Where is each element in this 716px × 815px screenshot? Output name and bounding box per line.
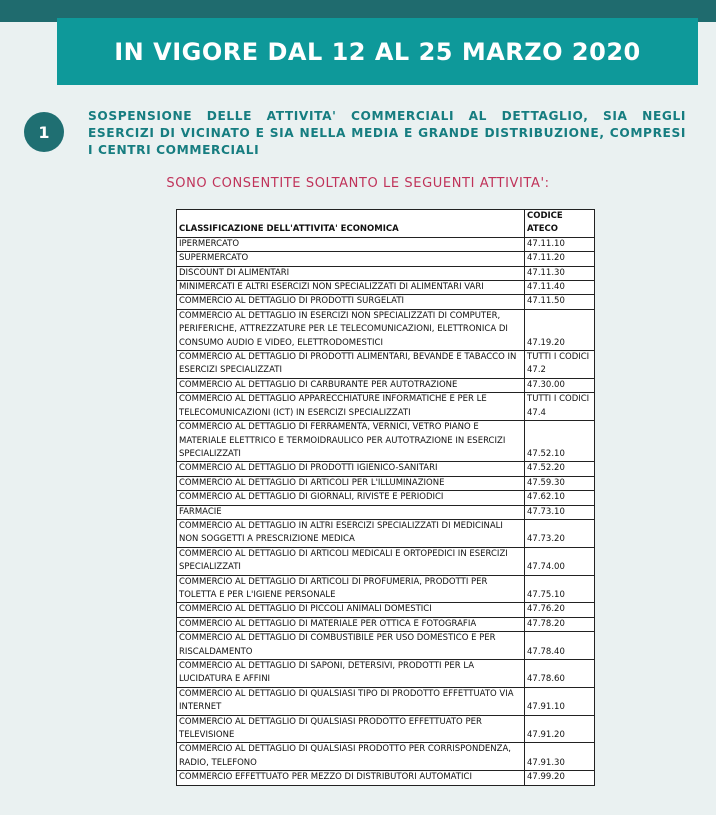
title-banner bbox=[57, 18, 698, 85]
ateco-code: 47.52.20 bbox=[525, 462, 595, 476]
table-row bbox=[177, 547, 595, 575]
table-header-row bbox=[177, 210, 595, 238]
table-row bbox=[177, 687, 595, 715]
ateco-code: 47.91.20 bbox=[525, 715, 595, 743]
ateco-code: 47.78.60 bbox=[525, 660, 595, 688]
table-row bbox=[177, 505, 595, 519]
ateco-code: 47.75.10 bbox=[525, 575, 595, 603]
ateco-code: 47.73.10 bbox=[525, 505, 595, 519]
table-row bbox=[177, 462, 595, 476]
header-classification: CLASSIFICAZIONE DELL'ATTIVITA' ECONOMICA bbox=[177, 210, 525, 238]
activity-description: COMMERCIO AL DETTAGLIO DI PICCOLI ANIMALI DOMESTICI bbox=[177, 603, 525, 617]
table-row bbox=[177, 309, 595, 350]
ateco-code: 47.74.00 bbox=[525, 547, 595, 575]
ateco-code: TUTTI I CODICI 47.4 bbox=[525, 393, 595, 421]
table-row bbox=[177, 771, 595, 785]
table-row bbox=[177, 519, 595, 547]
table-row bbox=[177, 266, 595, 280]
activity-description: COMMERCIO AL DETTAGLIO DI ARTICOLI PER L'ILLUMINAZIONE bbox=[177, 476, 525, 490]
ateco-code: 47.11.20 bbox=[525, 252, 595, 266]
activity-description: COMMERCIO EFFETTUATO PER MEZZO DI DISTRIBUTORI AUTOMATICI bbox=[177, 771, 525, 785]
activity-description: COMMERCIO AL DETTAGLIO DI PRODOTTI IGIENICO-SANITARI bbox=[177, 462, 525, 476]
activity-description: COMMERCIO AL DETTAGLIO DI QUALSIASI TIPO DI PRODOTTO EFFETTUATO VIA INTERNET bbox=[177, 687, 525, 715]
table-row bbox=[177, 617, 595, 631]
table-row bbox=[177, 351, 595, 379]
activity-description: COMMERCIO AL DETTAGLIO DI MATERIALE PER OTTICA E FOTOGRAFIA bbox=[177, 617, 525, 631]
activity-description: COMMERCIO AL DETTAGLIO DI QUALSIASI PRODOTTO EFFETTUATO PER TELEVISIONE bbox=[177, 715, 525, 743]
activities-table-wrapper bbox=[176, 209, 594, 786]
ateco-code: 47.19.20 bbox=[525, 309, 595, 350]
table-body bbox=[177, 237, 595, 785]
activity-description: COMMERCIO AL DETTAGLIO DI QUALSIASI PRODOTTO PER CORRISPONDENZA, RADIO, TELEFONO bbox=[177, 743, 525, 771]
table-row bbox=[177, 295, 595, 309]
ateco-code: 47.11.40 bbox=[525, 281, 595, 295]
ateco-code: 47.30.00 bbox=[525, 378, 595, 392]
ateco-code: 47.99.20 bbox=[525, 771, 595, 785]
ateco-code: 47.59.30 bbox=[525, 476, 595, 490]
ateco-code: 47.78.40 bbox=[525, 632, 595, 660]
table-row bbox=[177, 603, 595, 617]
table-row bbox=[177, 491, 595, 505]
ateco-code: 47.11.30 bbox=[525, 266, 595, 280]
table-row bbox=[177, 237, 595, 251]
activity-description: COMMERCIO AL DETTAGLIO DI FERRAMENTA, VERNICI, VETRO PIANO E MATERIALE ELETTRICO E TERMOIDRAULICO PER AUTOTRAZIONE IN ESERCIZI SPECIALIZZATI bbox=[177, 421, 525, 462]
activity-description: DISCOUNT DI ALIMENTARI bbox=[177, 266, 525, 280]
table-row bbox=[177, 743, 595, 771]
activity-description: COMMERCIO AL DETTAGLIO IN ALTRI ESERCIZI SPECIALIZZATI DI MEDICINALI NON SOGGETTI A PRESCRIZIONE MEDICA bbox=[177, 519, 525, 547]
activity-description: MINIMERCATI E ALTRI ESERCIZI NON SPECIALIZZATI DI ALIMENTARI VARI bbox=[177, 281, 525, 295]
table-row bbox=[177, 421, 595, 462]
activity-description: IPERMERCATO bbox=[177, 237, 525, 251]
activity-description: COMMERCIO AL DETTAGLIO APPARECCHIATURE INFORMATICHE E PER LE TELECOMUNICAZIONI (ICT) IN ESERCIZI SPECIALIZZATI bbox=[177, 393, 525, 421]
ateco-code: 47.76.20 bbox=[525, 603, 595, 617]
table-row bbox=[177, 378, 595, 392]
activity-description: COMMERCIO AL DETTAGLIO IN ESERCIZI NON SPECIALIZZATI DI COMPUTER, PERIFERICHE, ATTREZZATURE PER LE TELECOMUNICAZIONI, ELETTRONICA DI CONSUMO AUDIO E VIDEO, ELETTRODOMESTICI bbox=[177, 309, 525, 350]
activity-description: COMMERCIO AL DETTAGLIO DI PRODOTTI ALIMENTARI, BEVANDE E TABACCO IN ESERCIZI SPECIALIZZATI bbox=[177, 351, 525, 379]
ateco-code: 47.91.30 bbox=[525, 743, 595, 771]
table-row bbox=[177, 660, 595, 688]
table-row bbox=[177, 575, 595, 603]
ateco-code: 47.62.10 bbox=[525, 491, 595, 505]
activity-description: COMMERCIO AL DETTAGLIO DI GIORNALI, RIVISTE E PERIODICI bbox=[177, 491, 525, 505]
table-row bbox=[177, 632, 595, 660]
section-subtitle: SONO CONSENTITE SOLTANTO LE SEGUENTI ATTIVITA': bbox=[166, 176, 550, 191]
section-number: 1 bbox=[38, 122, 50, 142]
section-number-badge bbox=[24, 112, 64, 152]
ateco-code: 47.73.20 bbox=[525, 519, 595, 547]
ateco-code: 47.78.20 bbox=[525, 617, 595, 631]
table-row bbox=[177, 715, 595, 743]
table-row bbox=[177, 252, 595, 266]
ateco-code: 47.11.10 bbox=[525, 237, 595, 251]
ateco-code: 47.52.10 bbox=[525, 421, 595, 462]
activity-description: SUPERMERCATO bbox=[177, 252, 525, 266]
header-ateco-code: CODICE ATECO bbox=[525, 210, 595, 238]
table-row bbox=[177, 281, 595, 295]
table-row bbox=[177, 393, 595, 421]
activity-description: COMMERCIO AL DETTAGLIO DI ARTICOLI MEDICALI E ORTOPEDICI IN ESERCIZI SPECIALIZZATI bbox=[177, 547, 525, 575]
activity-description: FARMACIE bbox=[177, 505, 525, 519]
ateco-code: 47.11.50 bbox=[525, 295, 595, 309]
activity-description: COMMERCIO AL DETTAGLIO DI PRODOTTI SURGELATI bbox=[177, 295, 525, 309]
activity-description: COMMERCIO AL DETTAGLIO DI CARBURANTE PER AUTOTRAZIONE bbox=[177, 378, 525, 392]
table-row bbox=[177, 476, 595, 490]
activity-description: COMMERCIO AL DETTAGLIO DI ARTICOLI DI PROFUMERIA, PRODOTTI PER TOLETTA E PER L'IGIENE PERSONALE bbox=[177, 575, 525, 603]
activities-table bbox=[176, 209, 595, 786]
section-intro: SOSPENSIONE DELLE ATTIVITA' COMMERCIALI AL DETTAGLIO, SIA NEGLI ESERCIZI DI VICINATO E SIA NELLA MEDIA E GRANDE DISTRIBUZIONE, COMPRESI I CENTRI COMMERCIALI bbox=[88, 109, 686, 157]
activity-description: COMMERCIO AL DETTAGLIO DI COMBUSTIBILE PER USO DOMESTICO E PER RISCALDAMENTO bbox=[177, 632, 525, 660]
activity-description: COMMERCIO AL DETTAGLIO DI SAPONI, DETERSIVI, PRODOTTI PER LA LUCIDATURA E AFFINI bbox=[177, 660, 525, 688]
ateco-code: TUTTI I CODICI 47.2 bbox=[525, 351, 595, 379]
ateco-code: 47.91.10 bbox=[525, 687, 595, 715]
page-title: IN VIGORE DAL 12 AL 25 MARZO 2020 bbox=[114, 37, 641, 66]
